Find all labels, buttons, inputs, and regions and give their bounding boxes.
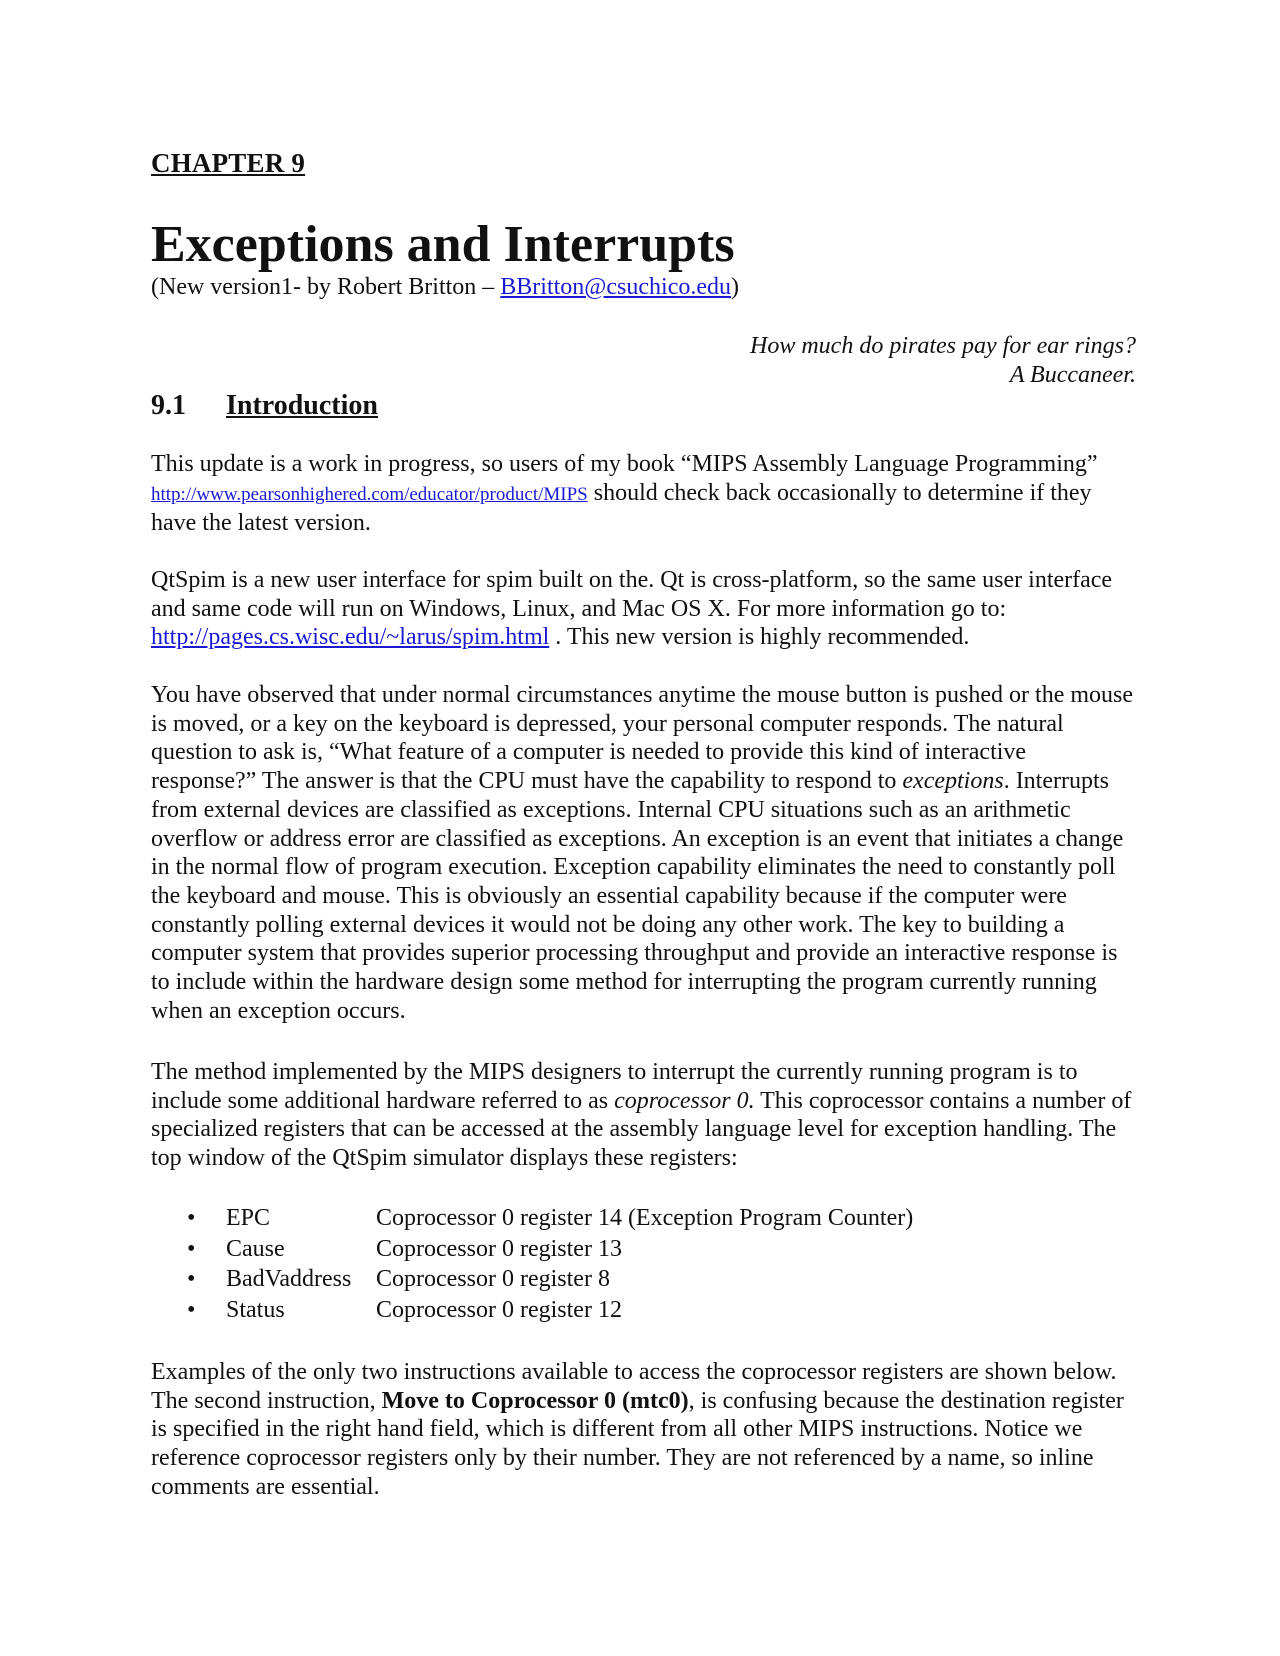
- section-number: 9.1: [151, 390, 186, 421]
- section-heading: [151, 390, 378, 422]
- register-name: EPC: [226, 1205, 271, 1231]
- byline: [151, 274, 739, 301]
- register-description: Coprocessor 0 register 8: [376, 1266, 610, 1292]
- epigraph-line-2: A Buccaneer.: [1009, 362, 1136, 388]
- epigraph-line-1: How much do pirates pay for ear rings?: [750, 333, 1136, 359]
- paragraph-text: This coprocessor contains a number of specialized registers that can be accessed at the assembly language level for exception handling. The top window of the QtSpim simulator displays these registers:: [151, 1087, 1132, 1172]
- spim-link[interactable]: http://pages.cs.wisc.edu/~larus/spim.html: [151, 624, 550, 651]
- bullet-icon: •: [187, 1235, 196, 1262]
- bullet-icon: •: [187, 1266, 196, 1292]
- paragraph-qtspim: [151, 566, 1136, 652]
- paragraph-intro: [151, 450, 1136, 538]
- emphasis-exceptions: exceptions: [902, 768, 1004, 795]
- paragraph-coprocessor: [151, 1058, 1136, 1173]
- paragraph-instructions: [151, 1358, 1136, 1502]
- paragraph-exceptions: [151, 681, 1136, 1025]
- section-title: Introduction: [226, 390, 378, 421]
- register-name: Status: [226, 1296, 285, 1323]
- paragraph-text: The method implemented by the MIPS designers to interrupt the currently running program is to include some additional hardware referred to as: [151, 1059, 1078, 1114]
- list-item: [151, 1234, 1136, 1265]
- paragraph-text: . This new version is highly recommended.: [549, 624, 970, 651]
- register-description: Coprocessor 0 register 14 (Exception Program Counter): [376, 1205, 914, 1231]
- byline-prefix: (New version1- by Robert Britton –: [151, 274, 501, 300]
- pearson-link[interactable]: http://www.pearsonhighered.com/educator/product/MIPS: [151, 483, 588, 505]
- author-email-link[interactable]: BBritton@csuchico.edu: [500, 274, 732, 300]
- paragraph-text: QtSpim is a new user interface for spim built on the. Qt is cross-platform, so the same user interface and same code will run on Windows, Linux, and Mac OS X. For more information go to:: [151, 567, 1113, 622]
- paragraph-text: should check back occasionally to determine if they have the latest version.: [151, 479, 1092, 537]
- paragraph-text: , is confusing because the destination register is specified in the right hand field, which is different from all other MIPS instructions. Notice we reference coprocessor registers only by their number. They are not referenced by a name, so inline comments are essential.: [151, 1387, 1124, 1500]
- paragraph-text: You have observed that under normal circumstances anytime the mouse button is pushed or the mouse is moved, or a key on the keyboard is depressed, your personal computer responds. The natural question to ask is, “What feature of a computer is needed to provide this kind of interactive response?” The answer is that the CPU must have the capability to respond to: [151, 682, 1134, 795]
- register-name: BadVaddress: [226, 1266, 352, 1292]
- register-name: Cause: [226, 1235, 285, 1262]
- epigraph: [750, 332, 1136, 390]
- register-description: Coprocessor 0 register 13: [376, 1235, 622, 1262]
- paragraph-text: This update is a work in progress, so users of my book “MIPS Assembly Language Programming”: [151, 451, 1098, 477]
- byline-suffix: ): [731, 274, 740, 300]
- bold-mtc0: Move to Coprocessor 0 (mtc0): [381, 1387, 689, 1414]
- bullet-icon: •: [187, 1205, 196, 1231]
- list-item: [151, 1264, 1136, 1295]
- paragraph-text: . Interrupts from external devices are classified as exceptions. Internal CPU situations such as an arithmetic overflow or address error are classified as exceptions. An exception is an event that initiates a change in the normal flow of program execution. Exception capability eliminates the need to constantly poll the keyboard and mouse. This is obviously an essential capability because if the computer were constantly polling external devices it would not be doing any other work. The key to building a computer system that provides superior processing throughput and provide an interactive response is to include within the hardware design some method for interrupting the program currently running when an exception occurs.: [151, 768, 1124, 1024]
- chapter-title: Exceptions and Interrupts: [151, 216, 735, 273]
- list-item: [151, 1203, 1136, 1234]
- chapter-label: CHAPTER 9: [151, 148, 306, 178]
- register-description: Coprocessor 0 register 12: [376, 1296, 622, 1323]
- emphasis-coprocessor: coprocessor 0.: [614, 1087, 755, 1114]
- paragraph-text: Examples of the only two instructions available to access the coprocessor registers are shown below. The second instruction,: [151, 1359, 1117, 1414]
- list-item: [151, 1295, 1136, 1326]
- register-list: [151, 1203, 1136, 1325]
- bullet-icon: •: [187, 1296, 196, 1323]
